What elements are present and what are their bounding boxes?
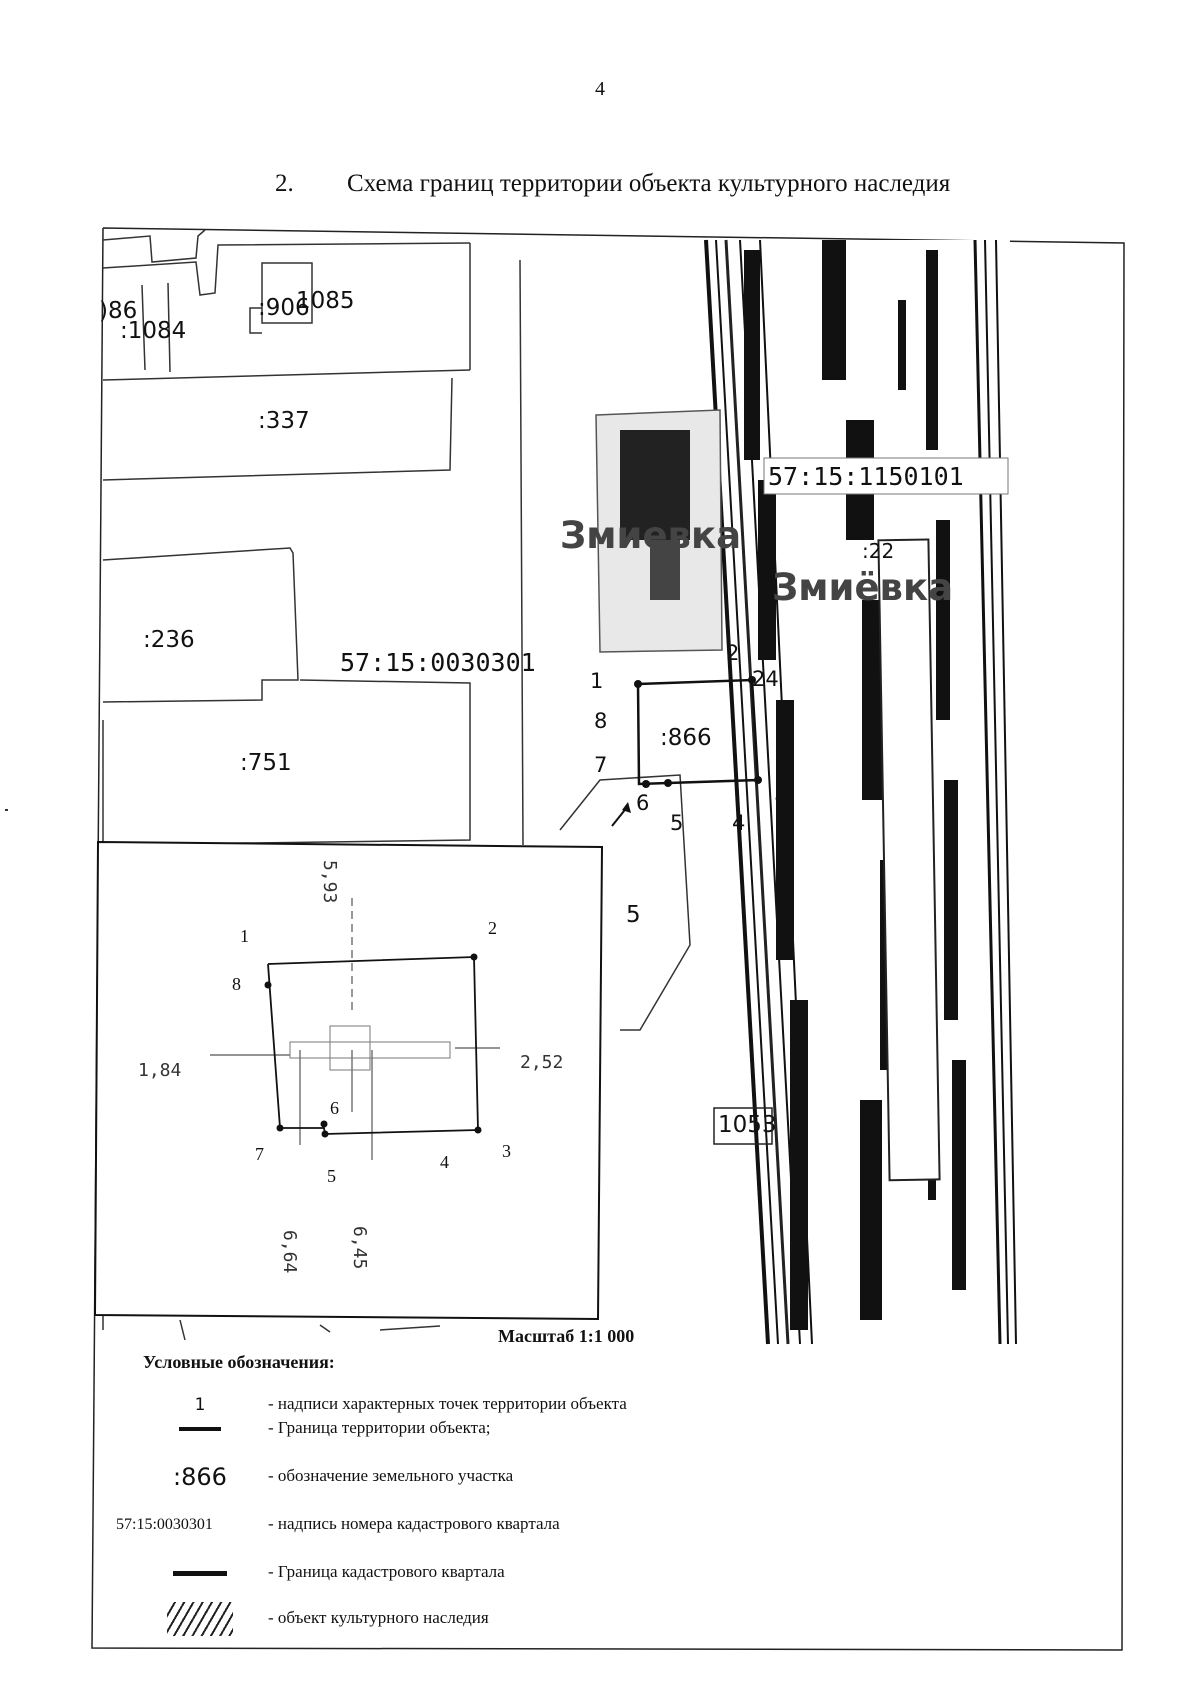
- map-point-8: 8: [594, 709, 608, 733]
- inset-point-6: 6: [330, 1098, 339, 1118]
- inset-dim-right: 2,52: [520, 1052, 564, 1073]
- map-point-7: 7: [594, 753, 608, 777]
- inset-panel: [95, 842, 602, 1319]
- legend-symbol-quarter-number: 57:15:0030301: [116, 1516, 213, 1533]
- legend-desc-heritage-object: - объект культурного наследия: [268, 1608, 489, 1627]
- parcel-label-337: :337: [258, 408, 310, 434]
- legend-item-quarter-boundary: [120, 1556, 820, 1590]
- legend-symbol-point-label: 1: [194, 1395, 206, 1415]
- parcel-label-1084: :1084: [120, 318, 187, 344]
- parcel-label-906: :906: [258, 295, 310, 321]
- legend-symbol-hatch: [167, 1602, 233, 1636]
- map-point-3: 3: [774, 781, 788, 805]
- legend-item-quarter-number: [116, 1508, 816, 1542]
- place-name-upper: Змиевка: [560, 514, 742, 557]
- inset-point-3: 3: [502, 1141, 511, 1161]
- legend-desc-quarter-number: - надпись номера кадастрового квартала: [268, 1514, 560, 1533]
- map-point-4: 4: [732, 811, 746, 835]
- parcel-label-1085: 1085: [296, 288, 355, 314]
- page-number: 4: [595, 78, 605, 100]
- inset-dim-top: 5,93: [319, 860, 340, 904]
- parcel-label-5-fragment: 5: [626, 902, 641, 928]
- parcel-label-22: :22: [862, 539, 895, 563]
- legend-item-land-plot: [120, 1460, 820, 1494]
- inset-dim-left: 1,84: [138, 1060, 182, 1081]
- parcel-label-086: )86: [99, 298, 138, 324]
- legend-desc-quarter-boundary: - Граница кадастрового квартала: [268, 1562, 505, 1581]
- legend-item-object-boundary: [120, 1412, 820, 1446]
- map-point-6: 6: [636, 791, 650, 815]
- legend-title: Условные обозначения:: [143, 1352, 335, 1372]
- quarter-label-left: 57:15:0030301: [340, 648, 536, 677]
- parcel-label-1053: 1053: [718, 1112, 777, 1138]
- legend-symbol-land-plot: :866: [173, 1463, 227, 1491]
- inset-point-5: 5: [327, 1166, 336, 1186]
- legend-item-heritage-object: [120, 1602, 820, 1636]
- legend-desc-point-labels: - надписи характерных точек территории объекта: [268, 1394, 627, 1413]
- inset-point-4: 4: [440, 1152, 449, 1172]
- inset-point-7: 7: [255, 1144, 264, 1164]
- legend-desc-land-plot: - обозначение земельного участка: [268, 1466, 514, 1485]
- heading-title: Схема границ территории объекта культурного наследия: [347, 170, 951, 197]
- heading-number: 2.: [275, 170, 294, 197]
- legend-desc-object-boundary: - Граница территории объекта;: [268, 1418, 491, 1437]
- map-point-1: 1: [590, 669, 604, 693]
- inset-dim-bottom-right: 6,45: [349, 1226, 370, 1270]
- inset-point-8: 8: [232, 974, 241, 994]
- map-point-24: 24: [752, 667, 779, 691]
- inset-dim-bottom-left: 6,64: [279, 1230, 300, 1274]
- inset-point-1: 1: [240, 926, 249, 946]
- quarter-label-right: 57:15:1150101: [768, 462, 964, 491]
- parcel-label-751: :751: [240, 750, 292, 776]
- parcel-label-236: :236: [143, 627, 195, 653]
- legend-symbol-quarter-boundary: [173, 1571, 227, 1576]
- parcel-label-866: :866: [660, 725, 712, 751]
- railway-band: [700, 240, 1016, 1344]
- inset-point-2: 2: [488, 918, 497, 938]
- place-name-lower: Змиёвка: [772, 566, 954, 609]
- legend-symbol-object-boundary: [179, 1427, 221, 1431]
- map-scale: Масштаб 1:1 000: [498, 1326, 635, 1346]
- map-point-2: 2: [726, 641, 740, 665]
- map-point-5: 5: [670, 811, 684, 835]
